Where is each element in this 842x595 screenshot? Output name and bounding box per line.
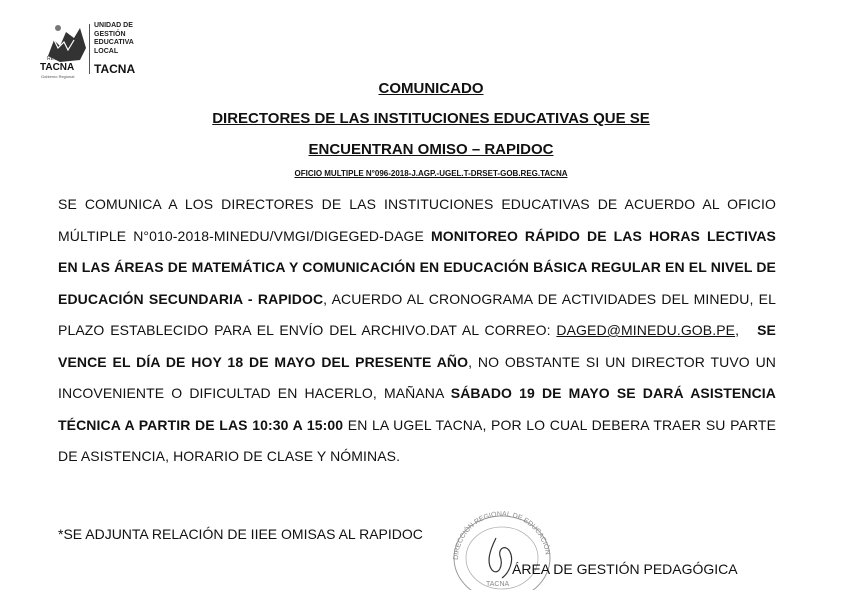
logo-region-sub: Gobierno Regional xyxy=(41,74,75,79)
logo-unit-line: EDUCATIVA xyxy=(94,39,134,46)
logo-unit-city: TACNA xyxy=(94,62,136,76)
stamp-text xyxy=(453,511,552,560)
attachment-note: *SE ADJUNTA RELACIÓN DE IIEE OMISAS AL RAPIDOC xyxy=(58,526,423,542)
heading-line-3: ENCUENTRAN OMISO – RAPIDOC xyxy=(308,141,554,158)
email-link[interactable]: DAGED@MINEDU.GOB.PE xyxy=(556,322,736,338)
page-title: COMUNICADO xyxy=(378,80,484,97)
body-text: , NO OBSTANTE SI UN DIRECTOR TUVO UN INCOVENIENTE O DIFICULTAD EN HACERLO, MAÑANA xyxy=(58,353,776,401)
reference-number: OFICIO MULTIPLE N°096-2018-J.AGP.-UGEL.T-DRSET-GOB.REG.TACNA xyxy=(294,169,568,178)
stamp-city: TACNA xyxy=(486,581,510,588)
body-paragraph xyxy=(58,189,776,473)
logo-region-small: REGIÓN xyxy=(47,56,67,62)
signature-area: ÁREA DE GESTIÓN PEDAGÓGICA xyxy=(512,561,738,577)
signature-scribble xyxy=(489,538,512,578)
logo-unit-line: GESTIÓN xyxy=(94,30,126,38)
body-text: SE COMUNICA A LOS DIRECTORES DE LAS INSTITUCIONES EDUCATIVAS DE ACUERDO AL OFICIO MÚLTIPLE N°010-2018-MINEDU/VMGI/DIGEGED-DAGE xyxy=(58,196,776,244)
stamp-arc-text: DIRECCIÓN REGIONAL DE EDUCACIÓN xyxy=(452,510,551,561)
logo-region: TACNA xyxy=(40,62,75,73)
logo-unit-line: LOCAL xyxy=(94,47,119,55)
assistance-text: SÁBADO 19 DE MAYO SE DARÁ ASISTENCIA TÉCNICA A PARTIR DE LAS 10:30 A 15:00 xyxy=(58,385,776,433)
body-bold-text: MONITOREO RÁPIDO DE LAS HORAS LECTIVAS EN LAS ÁREAS DE MATEMÁTICA Y COMUNICACIÓN EN EDUCACIÓN BÁSICA REGULAR EN EL NIVEL DE EDUCACIÓN SECUNDARIA - RAPIDOC xyxy=(58,227,776,307)
body-text: , xyxy=(735,322,740,338)
logo-unit-text xyxy=(94,22,134,56)
logo-divider xyxy=(89,24,90,74)
deadline-text: SE VENCE EL DÍA DE HOY 18 DE MAYO DEL PRESENTE AÑO xyxy=(58,322,776,370)
heading-line-2: DIRECTORES DE LAS INSTITUCIONES EDUCATIVAS QUE SE xyxy=(212,110,650,127)
body-text: , ACUERDO AL CRONOGRAMA DE ACTIVIDADES DEL MINEDU, EL PLAZO ESTABLECIDO PARA EL ENVÍO DEL ARCHIVO.DAT AL CORREO: xyxy=(58,290,776,338)
logo-unit-line: UNIDAD DE xyxy=(94,22,133,29)
body-text: EN LA UGEL TACNA, POR LO CUAL DEBERA TRAER SU PARTE DE ASISTENCIA, HORARIO DE CLASE Y NÓMINAS. xyxy=(58,416,777,464)
